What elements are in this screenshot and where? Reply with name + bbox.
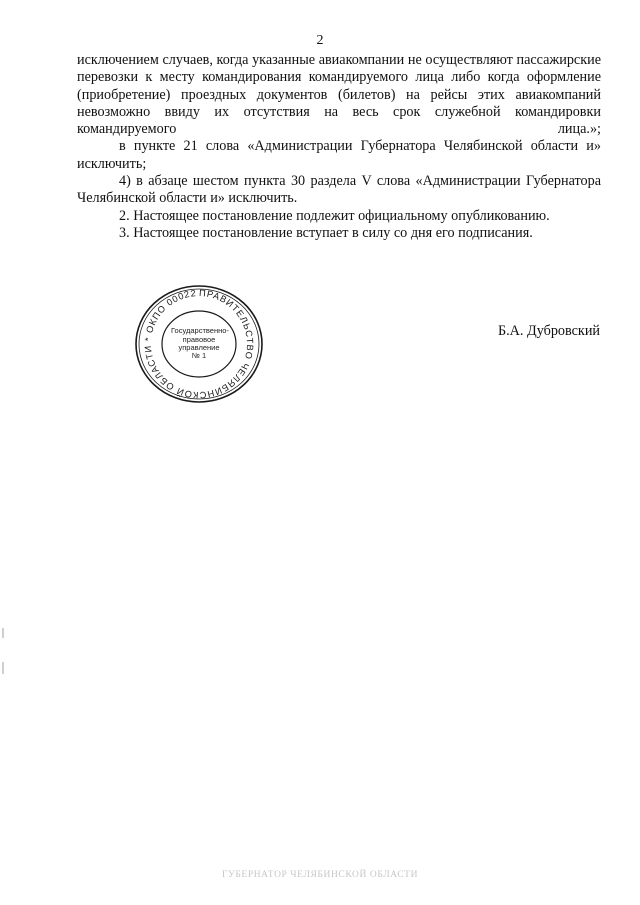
footer-watermark: ГУБЕРНАТОР ЧЕЛЯБИНСКОЙ ОБЛАСТИ (221, 870, 419, 880)
paragraph-5: 3. Настоящее постановление вступает в силу со дня его подписания. (119, 224, 533, 241)
paragraph-1: исключением случаев, когда указанные авиакомпании не осуществляют пассажирские перевозки к месту командирования командируемого лица либо когда оформление (приобретение) проездных документов (билетов) на рейсы этих авиакомпаний невозможно ввиду их отсутствия на весь срок служебной командировки командируемого лица.»; (77, 52, 601, 138)
paragraph-4: 2. Настоящее постановление подлежит официальному опубликованию. (119, 207, 550, 224)
seal-center (171, 321, 227, 367)
official-seal (133, 283, 265, 405)
page-number: 2 (316, 33, 324, 48)
seal-center-line-2: правовое (182, 334, 216, 344)
margin-scan-mark-2 (2, 662, 4, 674)
seal-center-line-4: № 1 (191, 351, 207, 361)
seal-center-line-3: управление (178, 343, 220, 352)
paragraph-3: 4) в абзаце шестом пункта 30 раздела V слова «Администрации Губернатора Челябинской области и» исключить. (77, 173, 601, 207)
signatory-name: Б.А. Дубровский (497, 323, 600, 339)
seal-center-line-1: Государственно- (171, 326, 229, 336)
body-text (77, 52, 601, 242)
seal-outer-text: ПРАВИТЕЛЬСТВО ЧЕЛЯБИНСКОЙ ОБЛАСТИ * ОКПО 00022 (142, 287, 256, 401)
margin-scan-mark-1 (2, 628, 4, 638)
paragraph-2: в пункте 21 слова «Администрации Губернатора Челябинской области и» исключить; (77, 138, 601, 172)
